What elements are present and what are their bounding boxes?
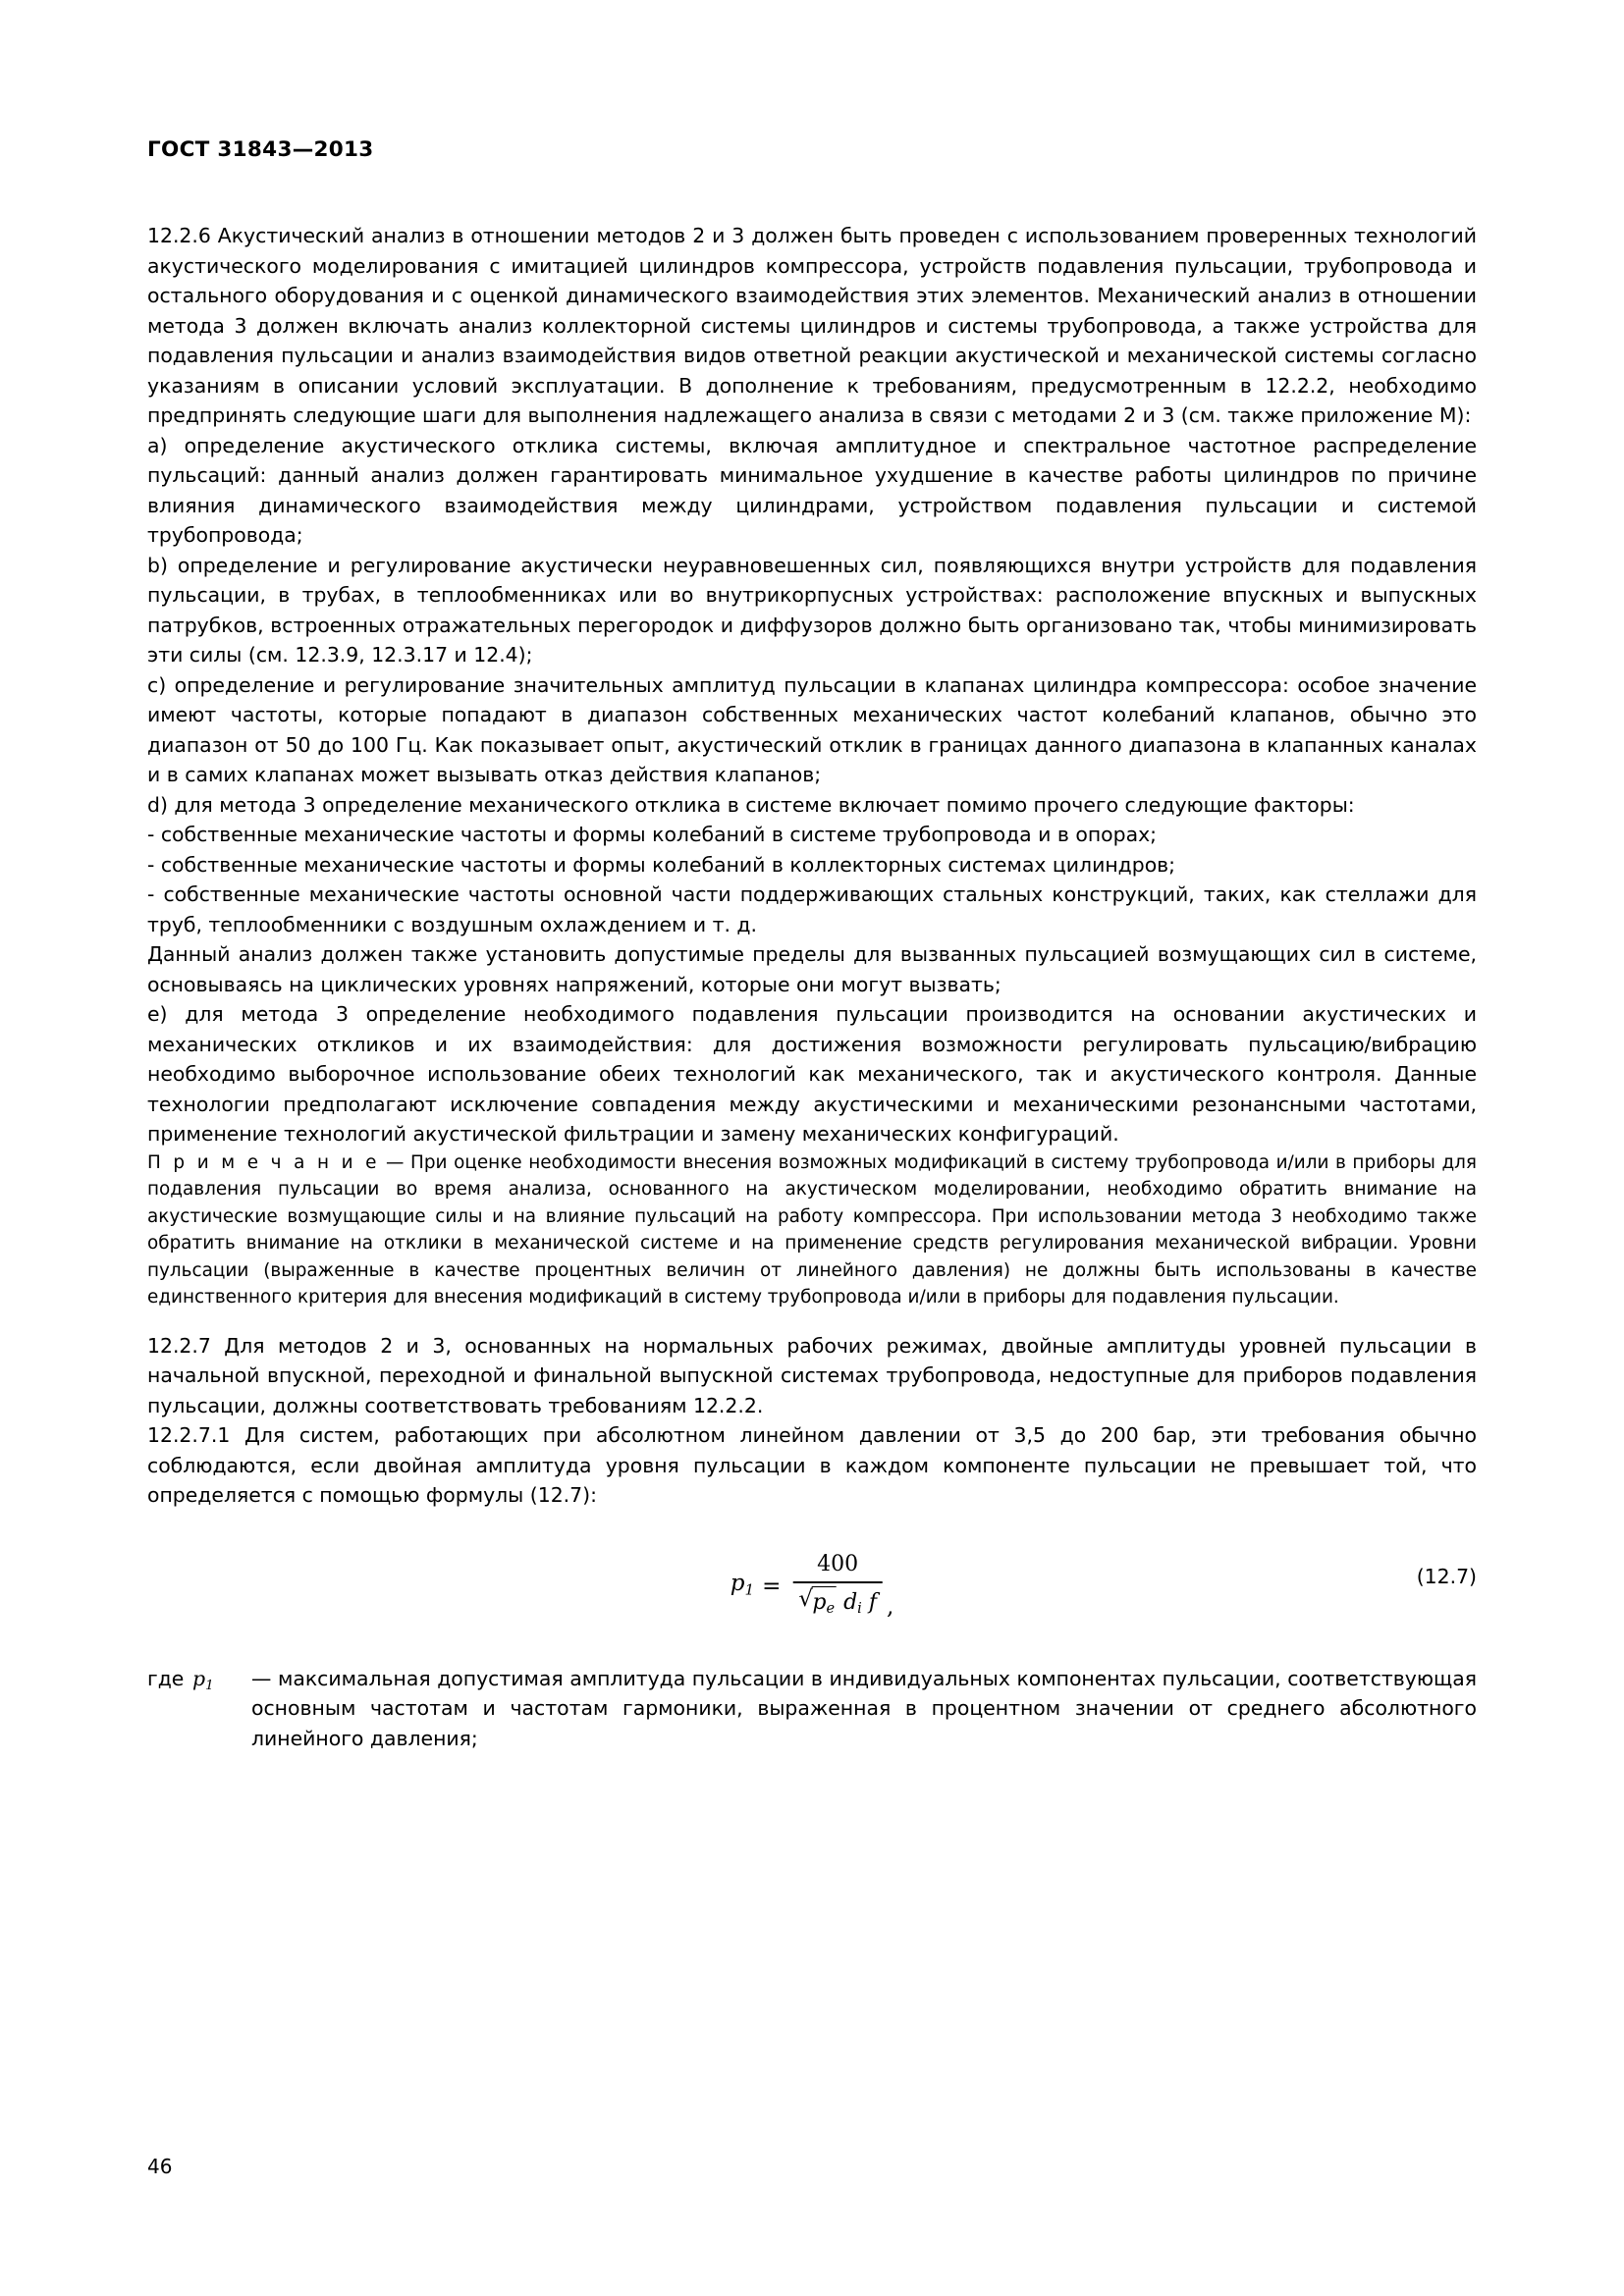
formula-comma: , [886,1593,894,1620]
formula-lhs: $p_1$ [730,1570,755,1599]
paragraph-12-2-7: 12.2.7 Для методов 2 и 3, основанных на нормальных рабочих режимах, двойные амплитуды уровней пульсации в начальной впускной, переходной и финальной выпускной системах трубопровода, недоступные для приборов подавления пульсации, должны соответствовать требованиям 12.2.2. [147,1333,1477,1417]
formula-fraction [792,1550,883,1625]
page-number: 46 [147,2155,173,2178]
paragraph-12-2-7-1: 12.2.7.1 Для систем, работающих при абсолютном линейном давлении от 3,5 до 200 бар, эти требования обычно соблюдаются, если двойная амплитуда уровня пульсации в каждом компоненте пульсации не превышает той, что определяется с помощью формулы (12.7): [147,1423,1477,1507]
list-item-dash-3: - собственные механические частоты основной части поддерживающих стальных конструкций, таких, как стеллажи для труб, теплообменники с воздушным охлаждением и т. д. [147,882,1477,936]
page-header: ГОСТ 31843—2013 [147,137,374,162]
page-body [147,221,1477,1753]
list-item-dash-2: - собственные механические частоты и формы колебаний в коллекторных системах цилиндров; [147,852,1176,877]
paragraph-item-e: e) для метода 3 определение необходимого подавления пульсации производится на основании акустических и механических откликов и их взаимодействия: для достижения возможности регулировать пульсацию/вибрацию необходимо выборочное использование обеих технологий как механического, так и акустического контроля. Данные технологии предполагают исключение совпадения между акустическими и механическими резонансными частотами, применение технологий акустической фильтрации и замену механических конфигураций. [147,1002,1477,1146]
paragraph-item-c: c) определение и регулирование значительных амплитуд пульсации в клапанах цилиндра компрессора: особое значение имеют частоты, которые попадают в диапазон собственных механических частот колебаний клапанов, обычно это диапазон от 50 до 100 Гц. Как показывает опыт, акустический отклик в границах данного диапазона в клапанных каналах и в самих клапанах может вызывать отказ действия клапанов; [147,672,1477,786]
formula-number: (12.7) [1416,1564,1477,1588]
where-text: — максимальная допустимая амплитуда пульсации в индивидуальных компонентах пульсации, соответствующая основным частотам и частотам гармоники, выраженная в процентном значении от среднего абсолютного линейного давления; [251,1666,1477,1750]
note-label: П р и м е ч а н и е [147,1151,380,1173]
where-label: где [147,1666,185,1690]
formula-denominator: √ $p_e$ $d_i$ f [792,1583,883,1625]
formula-equals: = [762,1574,782,1600]
formula-numerator: 400 [817,1551,859,1576]
paragraph-item-b: b) определение и регулирование акустически неуравновешенных сил, появляющихся внутри устройств для подавления пульсации, в трубах, в теплообменниках или во внутрикорпусных устройствах: расположение впускных и выпускных патрубков, встроенных отражательных перегородок и диффузоров должно быть организовано так, чтобы минимизировать эти силы (см. 12.3.9, 12.3.17 и 12.4); [147,553,1477,667]
note-text: — При оценке необходимости внесения возможных модификаций в систему трубопровода и/или в приборы для подавления пульсации во время анализа, основанного на акустическом моделировании, необходимо обратить внимание на акустические возмущающие силы и на влияние пульсаций на работу компрессора. При использовании метода 3 необходимо также обратить внимание на отклики в механической системе и на применение средств регулирования механической вибрации. Уровни пульсации (выраженные в качестве процентных величин от линейного давления) не должны быть использованы в качестве единственного критерия для внесения модификаций в систему трубопровода и/или в приборы для подавления пульсации. [147,1151,1477,1308]
formula-expression [731,1550,894,1625]
paragraph-analysis-limits: Данный анализ должен также установить допустимые пределы для вызванных пульсацией возмущающих сил в системе, основываясь на циклических уровнях напряжений, которые они могут вызвать; [147,942,1477,996]
where-definition [147,1664,1477,1754]
formula-12-7 [147,1544,1477,1634]
note-block [147,1149,1477,1311]
paragraph-item-a: a) определение акустического отклика системы, включая амплитудное и спектральное частотное распределение пульсаций: данный анализ должен гарантировать минимальное ухудшение в качестве работы цилиндров по причине влияния динамического взаимодействия между цилиндрами, устройством подавления пульсации и системой трубопровода; [147,433,1477,547]
paragraph-12-2-6: 12.2.6 Акустический анализ в отношении методов 2 и 3 должен быть проведен с использованием проверенных технологий акустического моделирования с имитацией цилиндров компрессора, устройств подавления пульсации, трубопровода и остального оборудования и с оценкой динамического взаимодействия этих элементов. Механический анализ в отношении метода 3 должен включать анализ коллекторной системы цилиндров и системы трубопровода, а также устройства для подавления пульсации и анализ взаимодействия видов ответной реакции акустической и механической системы согласно указаниям в описании условий эксплуатации. В дополнение к требованиям, предусмотренным в 12.2.2, необходимо предпринять следующие шаги для выполнения надлежащего анализа в связи с методами 2 и 3 (см. также приложение M): [147,224,1477,427]
paragraph-item-d: d) для метода 3 определение механического отклика в системе включает помимо прочего следующие факторы: [147,792,1355,817]
where-symbol: $p_1$ [192,1666,214,1693]
list-item-dash-1: - собственные механические частоты и формы колебаний в системе трубопровода и в опорах; [147,823,1158,846]
